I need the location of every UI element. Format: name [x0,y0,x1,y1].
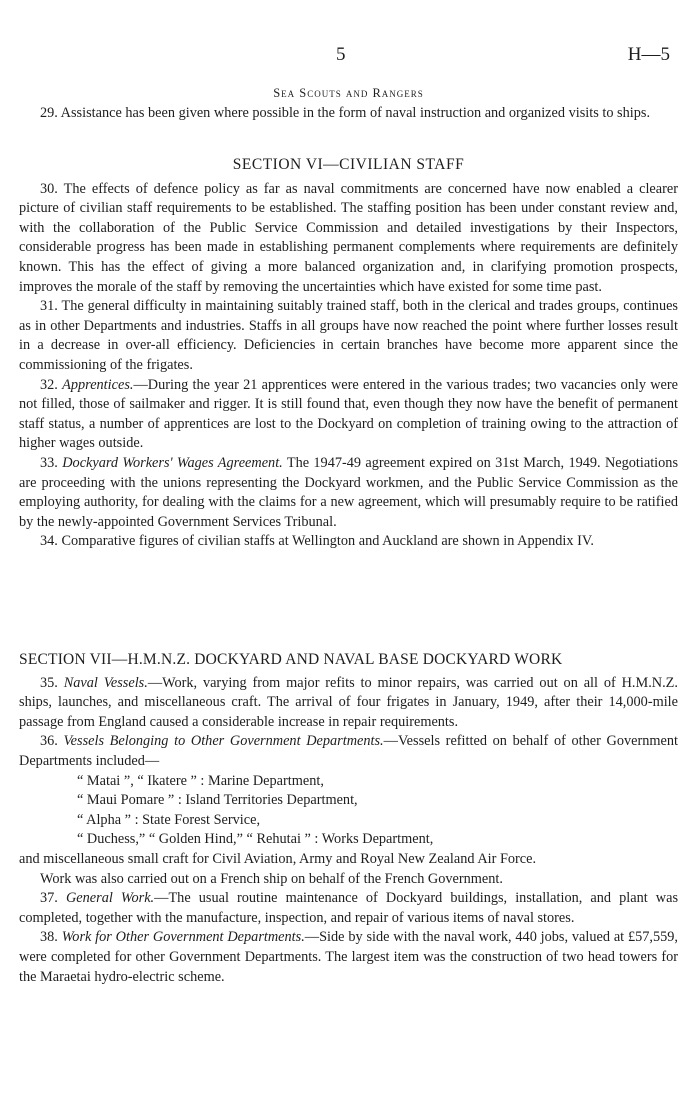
paragraph-33-text: The 1947-49 agreement expired on 31st March, 1949. Negotiations are proceeding with the unions representing the Dockyard workmen, and the Public Service Commission as the employing authority, for dealing with the claims for a new agreement, which will presumably require to be ratified by the newly-appointed Government Services Tribunal. [19,454,679,530]
paragraph-36-number: 36. [40,733,58,750]
list-item: “ Alpha ” : State Forest Service, [77,811,261,828]
list-item: “ Matai ”, “ Ikatere ” : Marine Department, [77,772,324,789]
paragraph-37 [19,889,678,928]
paragraph-32-title: Apprentices. [62,376,134,393]
paragraph-32 [19,376,678,454]
paragraph-33-title: Dockyard Workers' Wages Agreement. [62,454,283,471]
paragraph-38-title: Work for Other Government Departments. [61,929,305,946]
paragraph-36-title: Vessels Belonging to Other Government Departments. [63,733,384,750]
list-item: “ Maui Pomare ” : Island Territories Department, [77,792,358,809]
paragraph-37-number: 37. [40,890,58,907]
list-item: “ Duchess,” “ Golden Hind,” “ Rehutai ” : Works Department, [77,831,434,848]
paragraph-33 [19,454,678,532]
section-6 [19,155,678,552]
paragraph-37-title: General Work. [65,890,155,907]
section-6-heading: SECTION VI—CIVILIAN STAFF [232,156,465,173]
paragraph-38 [19,928,678,987]
paragraph-36-continuation: and miscellaneous small craft for Civil Aviation, Army and Royal New Zealand Air Force. [19,850,537,867]
paragraph-36 [19,732,678,771]
vessel-list [19,772,678,850]
paragraph-30: 30. The effects of defence policy as far as naval commitments are concerned have now enabled a clearer picture of civilian staff requirements to be established. The staffing position has been under constant review and, with the collaboration of the Public Service Commission and detailed investigations by their Inspectors, considerable progress has been made in establishing permanent complements where requirements are definitely known. This has the effect of giving a more balanced organization and, in clarifying promotion prospects, improves the morale of the staff by removing the uncertainties which have existed for some time past. [19,180,678,295]
page-number: 5 [336,44,346,65]
paragraph-34: 34. Comparative figures of civilian staffs at Wellington and Auckland are shown in Appendix IV. [40,533,594,550]
paragraph-37-text: —The usual routine maintenance of Dockyard buildings, installation, and plant was completed, together with the manufacture, inspection, and repair of various items of naval stores. [19,890,679,926]
paragraph-35-title: Naval Vessels. [63,674,148,691]
paragraph-32-text: —During the year 21 apprentices were entered in the various trades; two vacancies only were not filled, those of sailmaker and rigger. It is still found that, even though they now have the benefit of permanent staff status, a number of apprentices are lost to the Dockyard on completion of training owing to the attraction of higher wages outside. [19,376,678,452]
paragraph-36-french-work: Work was also carried out on a French ship on behalf of the French Government. [40,870,503,887]
paragraph-35-number: 35. [40,674,58,691]
sea-scouts-heading: Sea Scouts and Rangers [273,86,424,100]
paragraph-35 [19,674,678,733]
sea-scouts-section [19,84,678,123]
paragraph-38-number: 38. [40,929,58,946]
page-reference: H—5 [627,44,670,65]
paragraph-38-text: —Side by side with the naval work, 440 jobs, valued at £57,559, were completed for other Government Departments. The largest item was the construction of two head towers for the Maraetai hydro-electric scheme. [19,929,679,985]
paragraph-29: 29. Assistance has been given where possible in the form of naval instruction and organized visits to ships. [40,104,651,121]
section-7 [19,650,678,987]
paragraph-31: 31. The general difficulty in maintaining suitably trained staff, both in the clerical and trades groups, continues as in other Departments and industries. Staffs in all groups have now reached the point where further losses result in a decrease in over-all efficiency. Deficiencies in certain branches have become more apparent since the commissioning of the frigates. [19,298,678,373]
paragraph-36-text: —Vessels refitted on behalf of other Government Departments included— [19,733,678,769]
paragraph-33-number: 33. [40,454,58,471]
paragraph-35-text: —Work, varying from major refits to minor repairs, was carried out on all of H.M.N.Z. ships, launches, and miscellaneous craft. The arrival of four frigates in January, 1949, after their 14,000-mile passage from England caused a considerable increase in repair requirements. [19,674,678,730]
section-7-heading: SECTION VII—H.M.N.Z. DOCKYARD AND NAVAL BASE DOCKYARD WORK [19,651,563,668]
paragraph-32-number: 32. [40,376,58,393]
